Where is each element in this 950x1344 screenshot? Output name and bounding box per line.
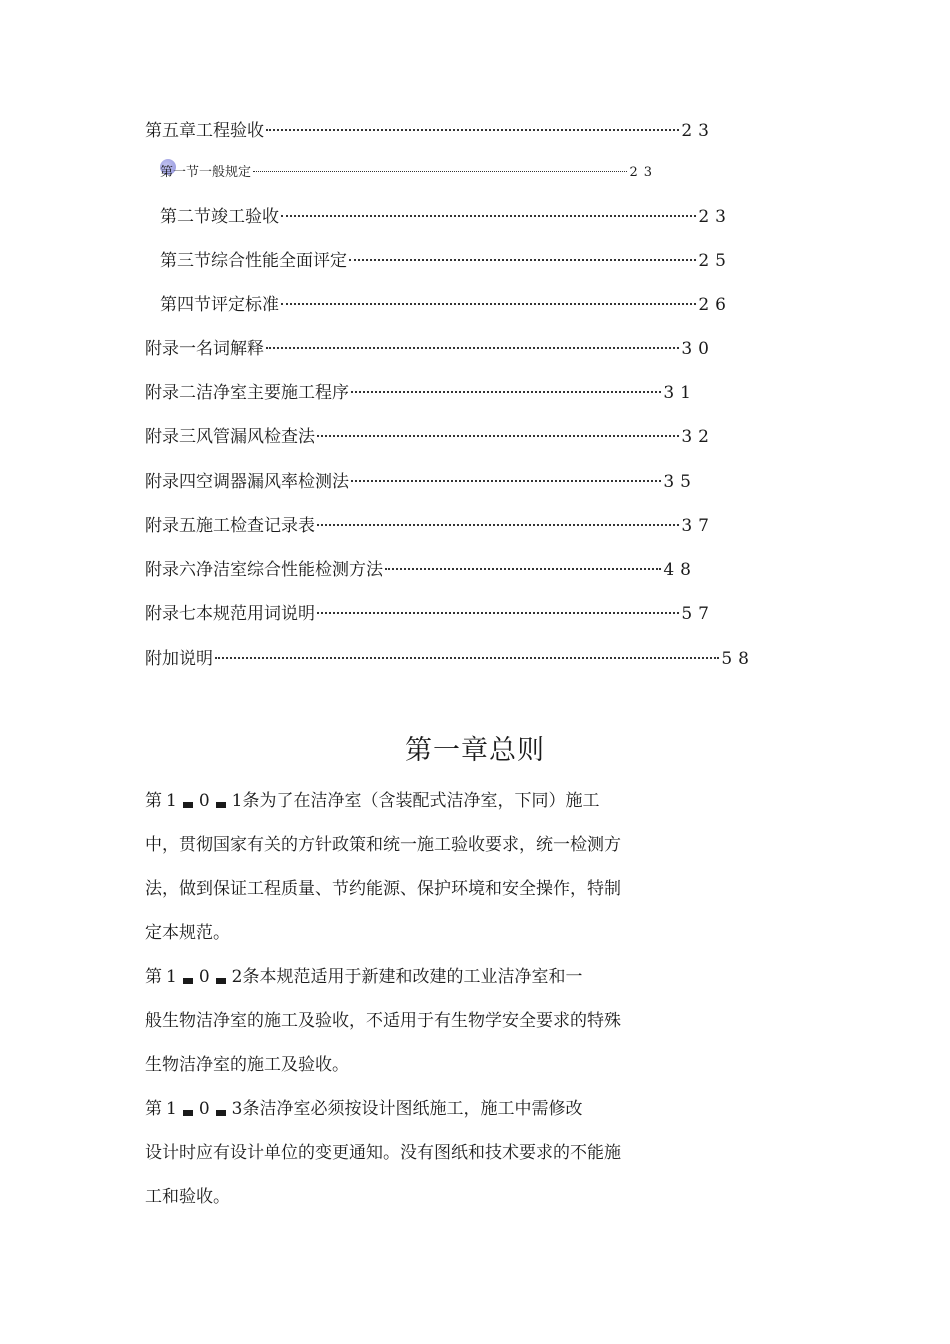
toc-entry-title: 附录三风管漏风检查法 — [145, 427, 315, 447]
toc-entry-title: 第一节一般规定 — [160, 165, 252, 180]
article-first-line — [145, 1094, 582, 1119]
toc-entry-title: 附录五施工检查记录表 — [145, 516, 315, 536]
toc-leader-dots — [317, 612, 679, 614]
article-prefix: 第 — [145, 791, 162, 811]
toc-entry-title: 第五章工程验收 — [145, 121, 264, 141]
toc-entry-title: 第四节评定标准 — [160, 295, 279, 315]
toc-entry-page: 35 — [663, 472, 697, 492]
toc-entry[interactable] — [145, 334, 715, 359]
toc-entry-page: 30 — [681, 339, 715, 359]
toc-leader-dots — [266, 129, 679, 131]
toc-leader-dots — [351, 480, 661, 482]
toc-entry[interactable] — [145, 599, 715, 624]
toc-entry[interactable] — [145, 644, 755, 669]
toc-leader-dots — [385, 568, 661, 570]
toc-entry[interactable] — [145, 555, 697, 580]
toc-entry-title: 附录一名词解释 — [145, 339, 264, 359]
toc-entry-title: 附录六净洁室综合性能检测方法 — [145, 560, 383, 580]
toc-leader-dots — [281, 215, 696, 217]
toc-entry[interactable] — [160, 161, 658, 180]
toc-entry-title: 附加说明 — [145, 649, 213, 669]
article-line: 中，贯彻国家有关的方针政策和统一施工验收要求，统一检测方 — [145, 835, 621, 855]
toc-entry[interactable] — [160, 290, 732, 315]
toc-entry-title: 附录二洁净室主要施工程序 — [145, 383, 349, 403]
toc-entry-page: 31 — [663, 383, 697, 403]
toc-entry-page: 32 — [681, 427, 715, 447]
toc-entry-page: 23 — [681, 121, 715, 141]
toc-entry[interactable] — [145, 467, 697, 492]
article-number: 1 0 1 — [166, 791, 243, 811]
toc-entry[interactable] — [145, 116, 715, 141]
toc-leader-dots — [349, 259, 696, 261]
article-text: 条本规范适用于新建和改建的工业洁净室和一 — [242, 967, 583, 987]
toc-entry-title: 附录四空调器漏风率检测法 — [145, 472, 349, 492]
toc-entry[interactable] — [160, 246, 732, 271]
toc-entry-page: 58 — [721, 649, 755, 669]
number-separator-icon — [216, 978, 226, 984]
chapter-title: 第一章总则 — [405, 735, 545, 766]
toc-entry-title: 第三节综合性能全面评定 — [160, 251, 347, 271]
number-separator-icon — [183, 802, 193, 808]
article-first-line — [145, 962, 582, 987]
toc-entry-page: 25 — [698, 251, 732, 271]
toc-leader-dots — [281, 303, 696, 305]
toc-entry-title: 附录七本规范用词说明 — [145, 604, 315, 624]
article-prefix: 第 — [145, 1099, 162, 1119]
article-number: 1 0 2 — [166, 967, 243, 987]
article-line: 设计时应有设计单位的变更通知。没有图纸和技术要求的不能施 — [145, 1143, 621, 1163]
toc-entry-page: 57 — [681, 604, 715, 624]
article-line: 工和验收。 — [145, 1187, 230, 1207]
toc-leader-dots — [266, 347, 679, 349]
article-prefix: 第 — [145, 967, 162, 987]
toc-leader-dots — [215, 657, 719, 659]
number-separator-icon — [216, 802, 226, 808]
toc-leader-dots — [253, 171, 627, 172]
toc-entry[interactable] — [145, 422, 715, 447]
toc-leader-dots — [351, 391, 661, 393]
toc-entry-page: 37 — [681, 516, 715, 536]
toc-leader-dots — [317, 435, 679, 437]
number-separator-icon — [183, 1110, 193, 1116]
article-text: 条为了在洁净室（含装配式洁净室，下同）施工 — [242, 791, 600, 811]
article-line: 定本规范。 — [145, 923, 230, 943]
toc-entry-page: 26 — [698, 295, 732, 315]
article-line: 生物洁净室的施工及验收。 — [145, 1055, 349, 1075]
article-line: 法，做到保证工程质量、节约能源、保护环境和安全操作，特制 — [145, 879, 621, 899]
toc-leader-dots — [317, 524, 679, 526]
article-first-line — [145, 786, 599, 811]
toc-entry[interactable] — [160, 202, 732, 227]
article-text: 条洁净室必须按设计图纸施工，施工中需修改 — [242, 1099, 583, 1119]
toc-entry-page: 23 — [629, 165, 658, 180]
toc-entry-title: 第二节竣工验收 — [160, 207, 279, 227]
toc-entry-page: 48 — [663, 560, 697, 580]
article-number: 1 0 3 — [166, 1099, 243, 1119]
toc-entry[interactable] — [145, 378, 697, 403]
article-line: 般生物洁净室的施工及验收，不适用于有生物学安全要求的特殊 — [145, 1011, 621, 1031]
number-separator-icon — [183, 978, 193, 984]
toc-entry-page: 23 — [698, 207, 732, 227]
toc-entry[interactable] — [145, 511, 715, 536]
number-separator-icon — [216, 1110, 226, 1116]
